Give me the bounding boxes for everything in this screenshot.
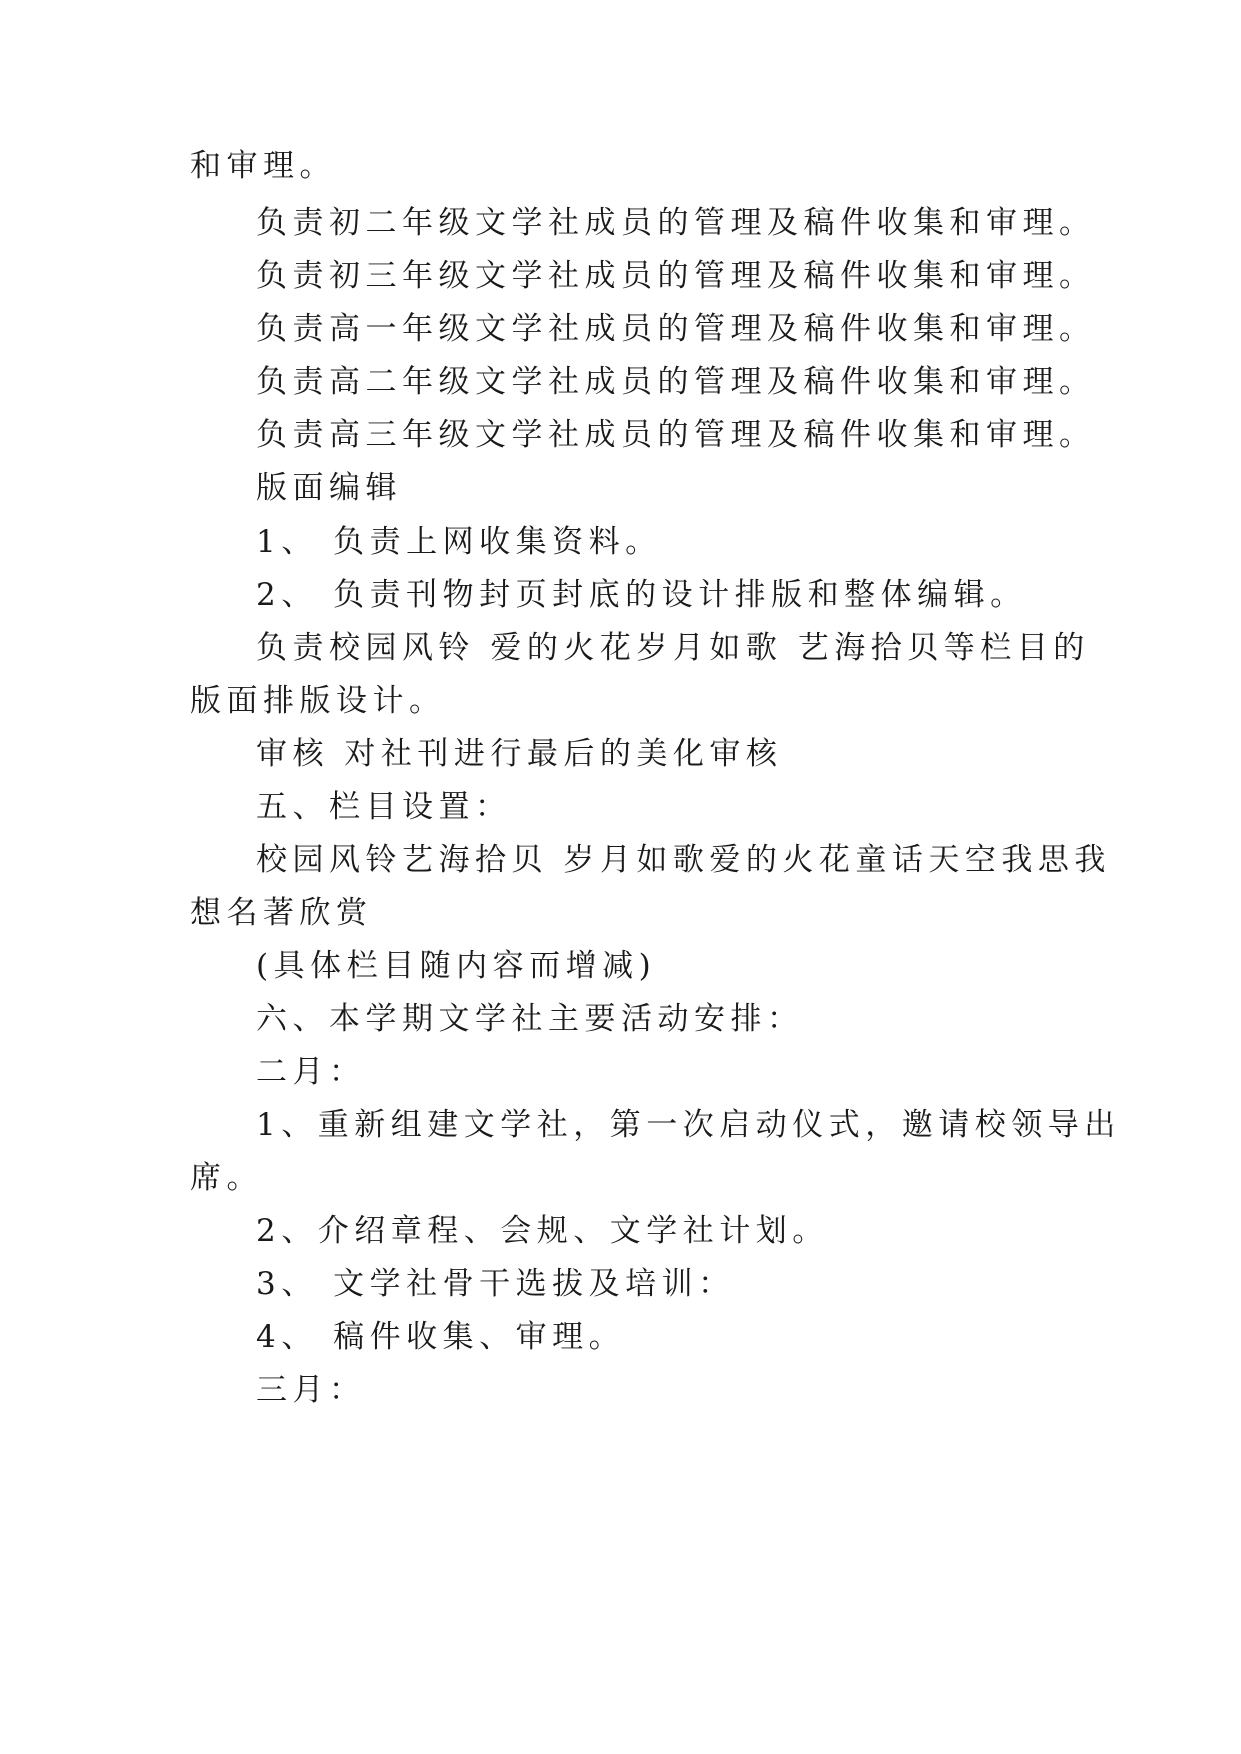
text-line-grade11-duty: 负责高二年级文学社成员的管理及稿件收集和审理。 [256, 364, 1096, 400]
list-item-reorganize-cont: 席。 [190, 1160, 263, 1196]
section-heading-layout-editing: 版面编辑 [256, 470, 402, 506]
text-line-continuation: 和审理。 [190, 148, 336, 184]
text-line-grade8-duty: 负责初二年级文学社成员的管理及稿件收集和审理。 [256, 205, 1096, 241]
text-line-column-names: 校园风铃艺海拾贝 岁月如歌爱的火花童话天空我思我 [256, 842, 1111, 878]
text-line-column-names-cont: 想名著欣赏 [190, 895, 373, 931]
text-line-grade12-duty: 负责高三年级文学社成员的管理及稿件收集和审理。 [256, 417, 1096, 453]
text-line-grade10-duty: 负责高一年级文学社成员的管理及稿件收集和审理。 [256, 311, 1096, 347]
month-heading-february: 二月： [256, 1054, 366, 1090]
list-item-cover-design: 2、 负责刊物封页封底的设计排版和整体编辑。 [256, 577, 1027, 613]
text-line-columns-note: (具体栏目随内容而增减) [256, 948, 657, 984]
text-line-column-layout-cont: 版面排版设计。 [190, 683, 446, 719]
text-line-grade9-duty: 负责初三年级文学社成员的管理及稿件收集和审理。 [256, 258, 1096, 294]
list-item-collect-materials: 1、 负责上网收集资料。 [256, 524, 662, 560]
text-line-column-layout: 负责校园风铃 爱的火花岁月如歌 艺海拾贝等栏目的 [256, 630, 1090, 666]
section-heading-activities: 六、本学期文学社主要活动安排： [256, 1001, 804, 1037]
list-item-introduce-charter: 2、介绍章程、会规、文学社计划。 [256, 1213, 829, 1249]
section-heading-columns: 五、栏目设置： [256, 789, 512, 825]
list-item-reorganize: 1、重新组建文学社，第一次启动仪式，邀请校领导出 [256, 1107, 1121, 1143]
month-heading-march: 三月： [256, 1372, 366, 1408]
text-line-review: 审核 对社刊进行最后的美化审核 [256, 736, 783, 772]
list-item-select-backbone: 3、 文学社骨干选拔及培训： [256, 1266, 735, 1302]
list-item-collect-manuscripts: 4、 稿件收集、审理。 [256, 1319, 626, 1355]
